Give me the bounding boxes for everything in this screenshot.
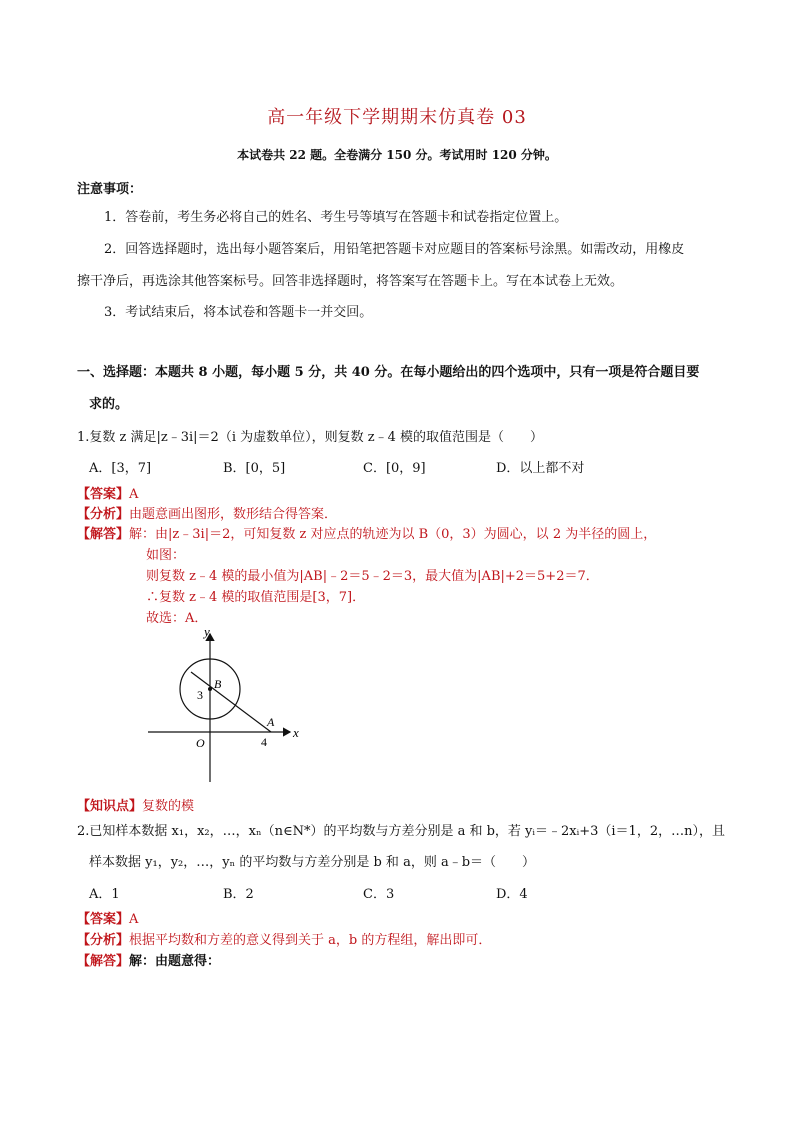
q1-option-d: D．以上都不对 bbox=[496, 461, 585, 476]
q2-option-c: C．3 bbox=[363, 887, 395, 902]
q2-answer-row bbox=[77, 908, 138, 927]
q1-analysis-row bbox=[77, 503, 337, 522]
point-a-label: A bbox=[267, 715, 275, 729]
q1-analysis-tag: 【分析】 bbox=[77, 507, 130, 522]
q2-answer-tag: 【答案】 bbox=[77, 912, 130, 927]
q1-solution-line-4: ∴复数 z﹣4 模的取值范围是[3，7]． bbox=[146, 590, 366, 605]
q1-option-c: C．[0，9] bbox=[363, 461, 426, 476]
q2-solution-row bbox=[77, 950, 220, 969]
exam-info: 本试卷共 22 题。全卷满分 150 分。考试用时 120 分钟。 bbox=[237, 148, 557, 162]
notes-item-2-line-1: 2．回答选择题时，选出每小题答案后，用铅笔把答题卡对应题目的答案标号涂黑。如需改动，用橡皮 bbox=[104, 242, 685, 257]
q2-answer: A bbox=[129, 912, 139, 927]
q1-knowledge-tag: 【知识点】 bbox=[77, 799, 143, 814]
q1-option-b: B．[0，5] bbox=[223, 461, 286, 476]
q1-analysis: 由题意画出图形，数形结合得答案． bbox=[129, 507, 338, 522]
q2-analysis-row bbox=[77, 929, 491, 948]
q1-solution-line-2: 如图： bbox=[146, 548, 186, 563]
q1-solution-lead: 解： bbox=[129, 527, 156, 542]
q1-solution-tag: 【解答】 bbox=[77, 527, 130, 542]
q1-option-a: A．[3，7] bbox=[89, 461, 152, 476]
point-b bbox=[208, 687, 212, 691]
q1-solution-line-3: 则复数 z﹣4 模的最小值为|AB|﹣2＝5﹣2＝3，最大值为|AB|+2＝5+2＝7． bbox=[146, 569, 599, 584]
notes-item-2-line-2: 擦干净后，再选涂其他答案标号。回答非选择题时，将答案写在答题卡上。写在本试卷上无效。 bbox=[77, 274, 624, 289]
q2-analysis: 根据平均数和方差的意义得到关于 a，b 的方程组，解出即可． bbox=[129, 933, 492, 948]
notes-item-1: 1．答卷前，考生务必将自己的姓名、考生号等填写在答题卡和试卷指定位置上。 bbox=[104, 210, 568, 225]
q1-solution-line-5: 故选：A． bbox=[146, 611, 208, 626]
q1-solution-row bbox=[77, 523, 656, 542]
q2-analysis-tag: 【分析】 bbox=[77, 933, 130, 948]
x-axis-label: x bbox=[293, 725, 299, 740]
point-b-label: B bbox=[214, 677, 222, 691]
tick-4-label: 4 bbox=[261, 735, 267, 749]
page-title: 高一年级下学期期末仿真卷 03 bbox=[267, 107, 527, 128]
q1-knowledge-row bbox=[77, 795, 194, 814]
y-axis-label: y bbox=[204, 624, 210, 639]
q2-stem-line-2: 样本数据 y₁，y₂，…，yₙ 的平均数与方差分别是 b 和 a，则 a﹣b＝（ ） bbox=[89, 855, 536, 870]
section-heading-line-1: 一、选择题：本题共 8 小题，每小题 5 分，共 40 分。在每小题给出的四个选项中，只有一项是符合题目要 bbox=[77, 365, 700, 380]
q1-figure bbox=[140, 622, 310, 787]
q1-answer: A bbox=[129, 487, 139, 502]
q2-option-b: B．2 bbox=[223, 887, 254, 902]
section-heading-line-2: 求的。 bbox=[89, 397, 129, 412]
segment-ab bbox=[191, 672, 271, 732]
q2-solution-tag: 【解答】 bbox=[77, 954, 130, 969]
q2-option-d: D．4 bbox=[496, 887, 528, 902]
notes-heading: 注意事项： bbox=[77, 182, 143, 197]
q1-answer-row bbox=[77, 483, 138, 502]
q1-answer-tag: 【答案】 bbox=[77, 487, 130, 502]
tick-3-label: 3 bbox=[197, 688, 203, 702]
notes-item-3: 3．考试结束后，将本试卷和答题卡一并交回。 bbox=[104, 305, 373, 320]
q2-solution: 解：由题意得： bbox=[129, 954, 221, 969]
origin-label: O bbox=[196, 736, 205, 750]
q2-stem-line-1: 2.已知样本数据 x₁，x₂，…，xₙ（n∈N*）的平均数与方差分别是 a 和 b，若 yᵢ＝﹣2xᵢ+3（i＝1，2，…n），且 bbox=[77, 824, 725, 839]
q1-knowledge: 复数的模 bbox=[142, 799, 195, 814]
q1-stem: 1.复数 z 满足|z﹣3i|＝2（i 为虚数单位），则复数 z﹣4 模的取值范围是（ ） bbox=[77, 430, 544, 445]
q2-option-a: A．1 bbox=[89, 887, 120, 902]
q1-solution-line-1: 由|z﹣3i|＝2，可知复数 z 对应点的轨迹为以 B（0，3）为圆心，以 2 为半径的圆上， bbox=[155, 527, 657, 542]
